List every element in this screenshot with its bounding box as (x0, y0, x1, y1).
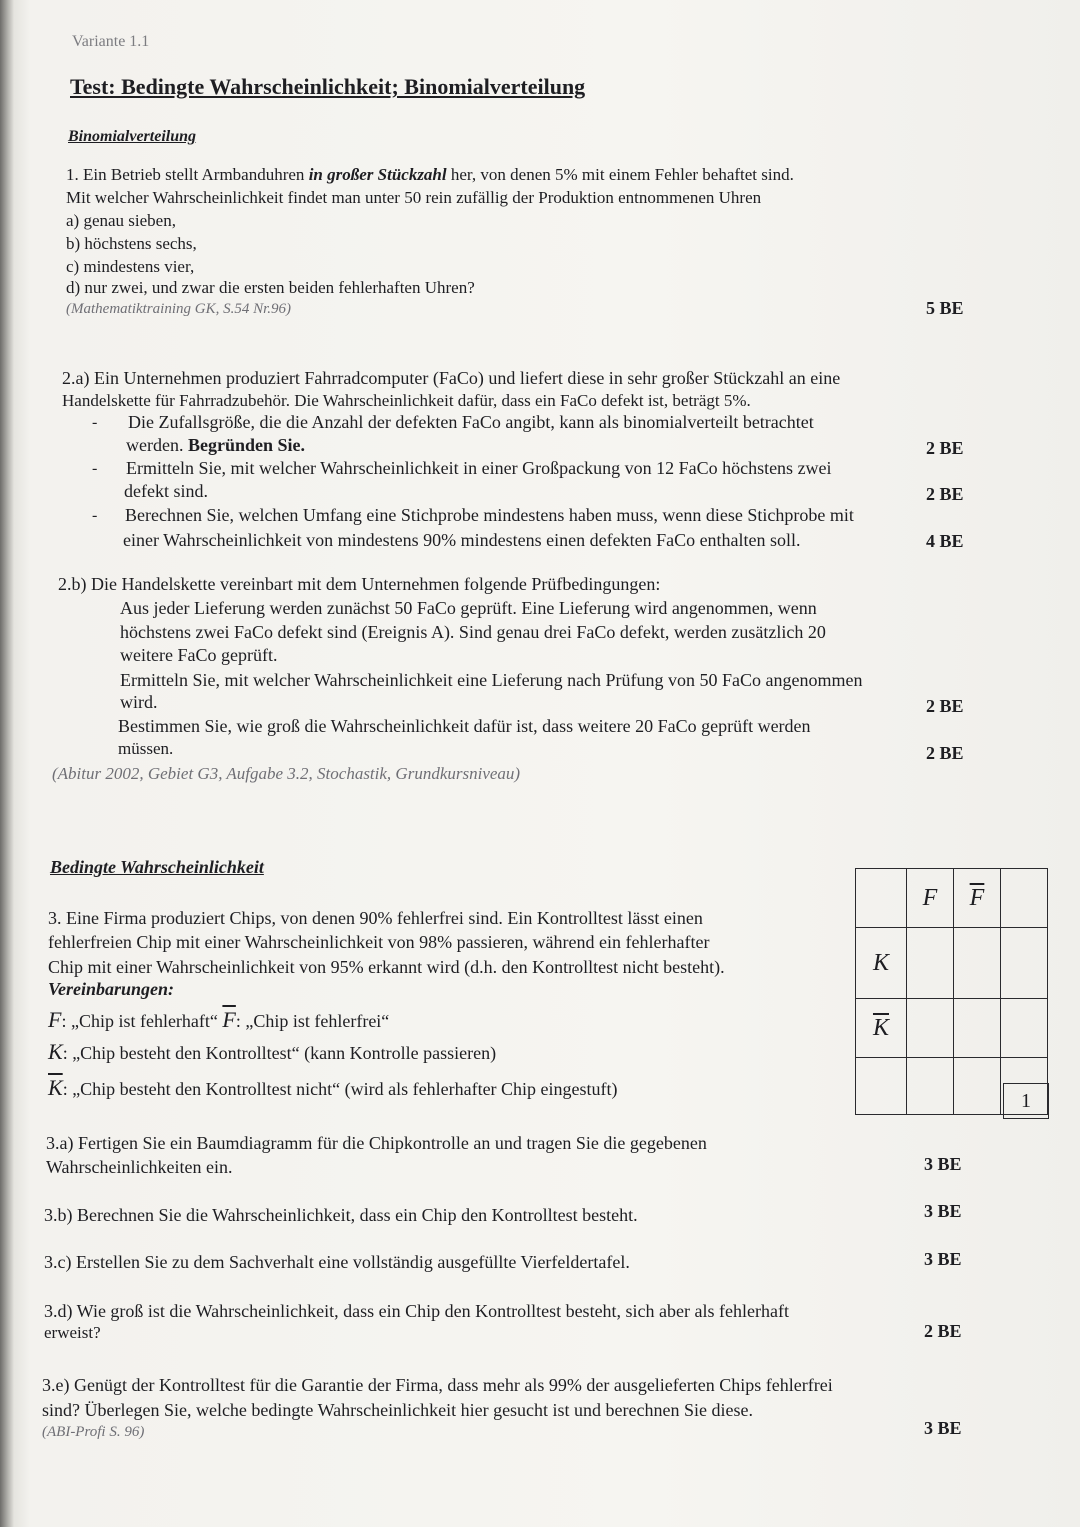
q3e-source: (ABI-Profi S. 96) (42, 1424, 145, 1440)
q3d-line-1: 3.d) Wie groß ist die Wahrscheinlichkeit, dass ein Chip den Kontrolltest besteht, sich aber als fehlerhaft (44, 1301, 789, 1321)
q1-part-c: c) mindestens vier, (66, 257, 195, 276)
q2b-line-6: wird. (120, 692, 158, 712)
q3b-points: 3 BE (924, 1201, 962, 1221)
q2a-b1-line-2: werden. Begründen Sie. (126, 435, 306, 455)
q1-points: 5 BE (926, 298, 964, 318)
q2a-b2-points: 2 BE (926, 484, 964, 504)
q1-part-b: b) höchstens sechs, (66, 234, 197, 253)
q2a-b1-line-1: Die Zufallsgröße, die die Anzahl der defekten FaCo angibt, kann als binomialverteilt betrachtet (128, 412, 814, 432)
q3a-line-1: 3.a) Fertigen Sie ein Baumdiagramm für die Chipkontrolle an und tragen Sie die gegebenen (46, 1133, 707, 1153)
q2b-line-2: Aus jeder Lieferung werden zunächst 50 FaCo geprüft. Eine Lieferung wird angenommen, wenn (120, 598, 817, 618)
q2b-points-1: 2 BE (926, 696, 964, 716)
q3b-line-1: 3.b) Berechnen Sie die Wahrscheinlichkeit, dass ein Chip den Kontrolltest besteht. (44, 1205, 638, 1225)
q3e-points: 3 BE (924, 1418, 962, 1438)
q2a-b2-line-2: defekt sind. (124, 481, 208, 501)
q2a-line-2: Handelskette für Fahrradzubehör. Die Wahrscheinlichkeit dafür, dass ein FaCo defekt ist, beträgt 5%. (62, 391, 751, 410)
table-row-header-Kbar: $\overline{K}$ (856, 999, 907, 1058)
q3d-points: 2 BE (924, 1321, 962, 1341)
q3a-points: 3 BE (924, 1154, 962, 1174)
q1-line-1: 1. Ein Betrieb stellt Armbanduhren in großer Stückzahl her, von denen 5% mit einem Fehler behaftet sind. (66, 165, 794, 184)
table-cell (907, 1058, 954, 1115)
section-heading-conditional: Bedingte Wahrscheinlichkeit (50, 857, 264, 877)
q3e-line-1: 3.e) Genügt der Kontrolltest für die Garantie der Firma, dass mehr als 99% der ausgelieferten Chips fehlerfrei (42, 1375, 833, 1395)
four-field-table (855, 868, 1048, 1115)
table-corner-cell (856, 869, 907, 928)
q1-source: (Mathematiktraining GK, S.54 Nr.96) (66, 301, 291, 317)
q3c-line-1: 3.c) Erstellen Sie zu dem Sachverhalt eine vollständig ausgefüllte Vierfeldertafel. (44, 1252, 630, 1272)
q3a-line-2: Wahrscheinlichkeiten ein. (46, 1157, 233, 1177)
q3-line-1: 3. Eine Firma produziert Chips, von denen 90% fehlerfrei sind. Ein Kontrolltest lässt einen (48, 908, 703, 928)
table-header-sum (1001, 869, 1048, 928)
q2b-line-4: weitere FaCo geprüft. (120, 645, 278, 665)
table-header-Fbar: $\overline{F}$ (954, 869, 1001, 928)
bullet-3: - (92, 507, 98, 524)
bullet-1: - (92, 414, 98, 431)
q1-part-a: a) genau sieben, (66, 211, 176, 230)
q1-part-d: d) nur zwei, und zwar die ersten beiden fehlerhaften Uhren? (66, 278, 475, 297)
q3-line-2: fehlerfreien Chip mit einer Wahrscheinlichkeit von 98% passieren, während ein fehlerhafter (48, 932, 710, 952)
table-cell (954, 999, 1001, 1058)
q3-agreements-label: Vereinbarungen: (48, 979, 175, 999)
table-row-header-K: K (856, 928, 907, 999)
q3-line-3: Chip mit einer Wahrscheinlichkeit von 95% erkannt wird (d.h. den Kontrolltest nicht besteht). (48, 957, 725, 977)
table-cell (907, 999, 954, 1058)
event-definitions-F: F: „Chip ist fehlerhaft“ $\overline{F}$: „Chip ist fehlerfrei“ (48, 1007, 390, 1032)
q2b-line-1: 2.b) Die Handelskette vereinbart mit dem Unternehmen folgende Prüfbedingungen: (58, 574, 661, 594)
q2b-line-5: Ermitteln Sie, mit welcher Wahrscheinlichkeit eine Lieferung nach Prüfung von 50 FaCo angenommen (120, 670, 863, 690)
table-cell (954, 928, 1001, 999)
variant-label: Variante 1.1 (72, 33, 150, 50)
q2a-b3-points: 4 BE (926, 531, 964, 551)
section-heading-binomial: Binomialverteilung (68, 128, 197, 145)
q2b-source: (Abitur 2002, Gebiet G3, Aufgabe 3.2, Stochastik, Grundkursniveau) (52, 764, 521, 783)
page-number: 1 (1003, 1083, 1049, 1119)
table-header-F: F (907, 869, 954, 928)
q2b-line-7: Bestimmen Sie, wie groß die Wahrscheinlichkeit dafür ist, dass weitere 20 FaCo geprüft werden (118, 716, 811, 736)
q2a-b3-line-2: einer Wahrscheinlichkeit von mindestens 90% mindestens einen defekten FaCo enthalten soll. (123, 530, 801, 550)
q2a-line-1: 2.a) Ein Unternehmen produziert Fahrradcomputer (FaCo) und liefert diese in sehr großer Stückzahl an eine (62, 368, 841, 388)
table-cell (1001, 999, 1048, 1058)
page-shadow-edge (0, 0, 14, 1527)
q3d-line-2: erweist? (44, 1323, 101, 1342)
q3c-points: 3 BE (924, 1249, 962, 1269)
bullet-2: - (92, 460, 98, 477)
table-cell (856, 1058, 907, 1115)
table-cell (954, 1058, 1001, 1115)
event-definition-K: K: „Chip besteht den Kontrolltest“ (kann Kontrolle passieren) (48, 1039, 497, 1064)
q2a-b3-line-1: Berechnen Sie, welchen Umfang eine Stichprobe mindestens haben muss, wenn diese Stichprobe mit (125, 505, 854, 525)
table-cell (907, 928, 954, 999)
table-cell (1001, 928, 1048, 999)
q2b-line-8: müssen. (118, 739, 174, 758)
event-definition-Kbar: $\overline{K}$: „Chip besteht den Kontrolltest nicht“ (wird als fehlerhafter Chip eingestuft) (48, 1075, 618, 1100)
q3e-line-2: sind? Überlegen Sie, welche bedingte Wahrscheinlichkeit hier gesucht ist und berechnen Sie diese. (42, 1400, 753, 1420)
q2a-b2-line-1: Ermitteln Sie, mit welcher Wahrscheinlichkeit in einer Großpackung von 12 FaCo höchstens zwei (126, 458, 832, 478)
q1-line-2: Mit welcher Wahrscheinlichkeit findet man unter 50 rein zufällig der Produktion entnommenen Uhren (66, 188, 762, 207)
q2a-b1-points: 2 BE (926, 438, 964, 458)
q2b-points-2: 2 BE (926, 743, 964, 763)
q2b-line-3: höchstens zwei FaCo defekt sind (Ereignis A). Sind genau drei FaCo defekt, werden zusätzlich 20 (120, 622, 826, 642)
page-title: Test: Bedingte Wahrscheinlichkeit; Binomialverteilung (70, 74, 586, 99)
